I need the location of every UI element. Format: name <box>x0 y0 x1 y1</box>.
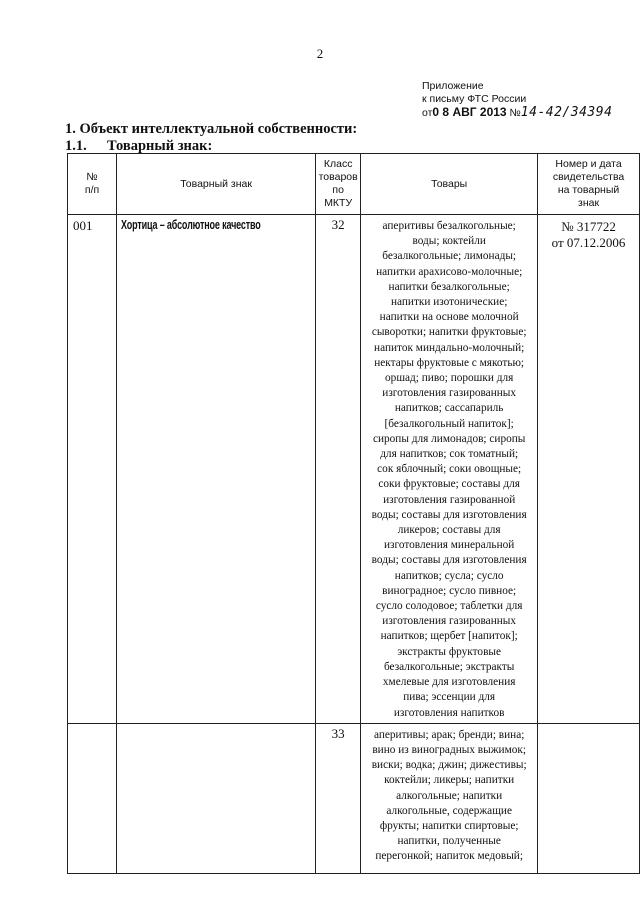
appendix-line1: Приложение <box>422 80 484 92</box>
class-cell: 33 <box>316 723 361 873</box>
row-number <box>68 723 117 873</box>
header-class: Класс товаров по МКТУ <box>316 154 361 215</box>
registration-cell <box>538 723 640 873</box>
page-number: 2 <box>316 46 324 61</box>
appendix-reference <box>422 106 612 120</box>
header-trademark: Товарный знак <box>117 154 316 215</box>
class-cell: 32 <box>316 215 361 724</box>
subsection-number: 1.1. <box>65 138 87 154</box>
section-title: 1. Объект интеллектуальной собственности: <box>65 121 358 137</box>
row-number: 001 <box>68 215 117 724</box>
number-label: № <box>509 107 521 119</box>
trademark-table <box>67 153 640 874</box>
registration-cell: № 317722 от 07.12.2006 <box>538 215 640 724</box>
trademark-image: Хортица – абсолютное качество <box>121 218 261 232</box>
table-header-row <box>68 154 640 215</box>
appendix-prefix: от <box>422 107 433 119</box>
header-registration: Номер и дата свидетельства на товарный знак <box>538 154 640 215</box>
subsection-label: Товарный знак: <box>107 138 213 154</box>
appendix-block <box>422 80 612 120</box>
header-num: № п/п <box>68 154 117 215</box>
handwritten-number: 14-42/34394 <box>520 105 613 120</box>
header-goods: Товары <box>361 154 538 215</box>
trademark-cell <box>117 723 316 873</box>
goods-cell: аперитивы; арак; бренди; вина; вино из виноградных выжимок; виски; водка; джин; дижестивы; коктейли; ликеры; напитки алкогольные; напитки алкогольные, содержащие фрукты; напитки спиртовые; напитки, полученные перегонкой; напиток медовый; <box>361 723 538 873</box>
appendix-line2: к письму ФТС России <box>422 93 527 105</box>
date-stamp: 0 8 АВГ 2013 <box>432 105 507 119</box>
trademark-cell <box>117 215 316 724</box>
table-row <box>68 723 640 873</box>
goods-cell: аперитивы безалкогольные; воды; коктейли безалкогольные; лимонады; напитки арахисово-молочные; напитки безалкогольные; напитки изотонические; напитки на основе молочной сыворотки; напитки фруктовые; напиток миндально-молочный; нектары фруктовые с мякотью; оршад; пиво; порошки для изготовления газированных напитков; сассапариль [безалкогольный напиток]; сиропы для лимонадов; сиропы для напитков; сок томатный; сок яблочный; соки овощные; соки фруктовые; составы для изготовления газированной воды; составы для изготовления ликеров; составы для изготовления минеральной воды; составы для изготовления напитков; сусла; сусло виноградное; сусло пивное; сусло солодовое; таблетки для изготовления газированных напитков; щербет [напиток]; экстракты фруктовые безалкогольные; экстракты хмелевые для изготовления пива; эссенции для изготовления напитков <box>361 215 538 724</box>
table-row <box>68 215 640 724</box>
